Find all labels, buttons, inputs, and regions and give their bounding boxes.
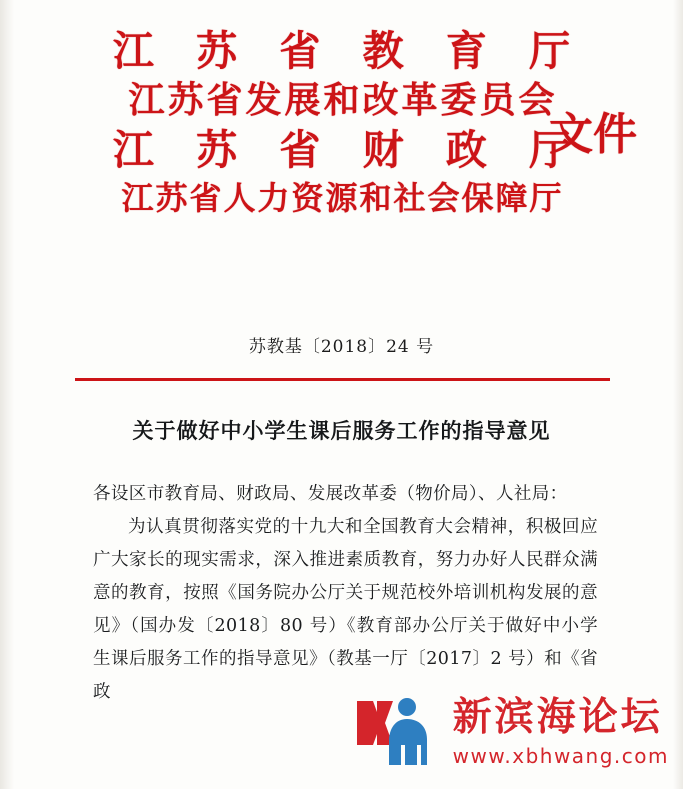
body-paragraph-1: 为认真贯彻落实党的十九大和全国教育大会精神，积极回应广大家长的现实需求，深入推进素质教育，努力办好人民群众满意的教育，按照《国务院办公厅关于规范校外培训机构发展的意见》（国办发〔2018〕80 号）《教育部办公厅关于做好中小学生课后服务工作的指导意见》（教基一厅〔2017〕2 号）和《省政 (93, 517, 598, 702)
red-divider-rule (75, 378, 610, 381)
letterhead-line-3: 江 苏 省 财 政 厅 (112, 125, 585, 174)
watermark-site-name: 新滨海论坛 (452, 695, 663, 740)
recipients-line: 各设区市教育局、财政局、发展改革委（物价局）、人社局： (93, 484, 568, 504)
document-number: 苏教基〔2018〕24 号 (248, 337, 435, 357)
letterhead-line-1: 江 苏 省 教 育 厅 (112, 27, 585, 75)
watermark-text (452, 695, 669, 768)
document-body (93, 478, 598, 709)
xbh-logo-icon (351, 693, 443, 771)
watermark-site-url: www.xbhwang.com (452, 744, 669, 768)
letterhead-line-4: 江苏省人力资源和社会保障厅 (121, 178, 564, 217)
letterhead-line-2: 江苏省发展和改革委员会 (128, 79, 558, 122)
forum-watermark (351, 693, 669, 771)
document-title: 关于做好中小学生课后服务工作的指导意见 (132, 418, 551, 443)
letterhead-document-word: 文件 (549, 109, 637, 160)
